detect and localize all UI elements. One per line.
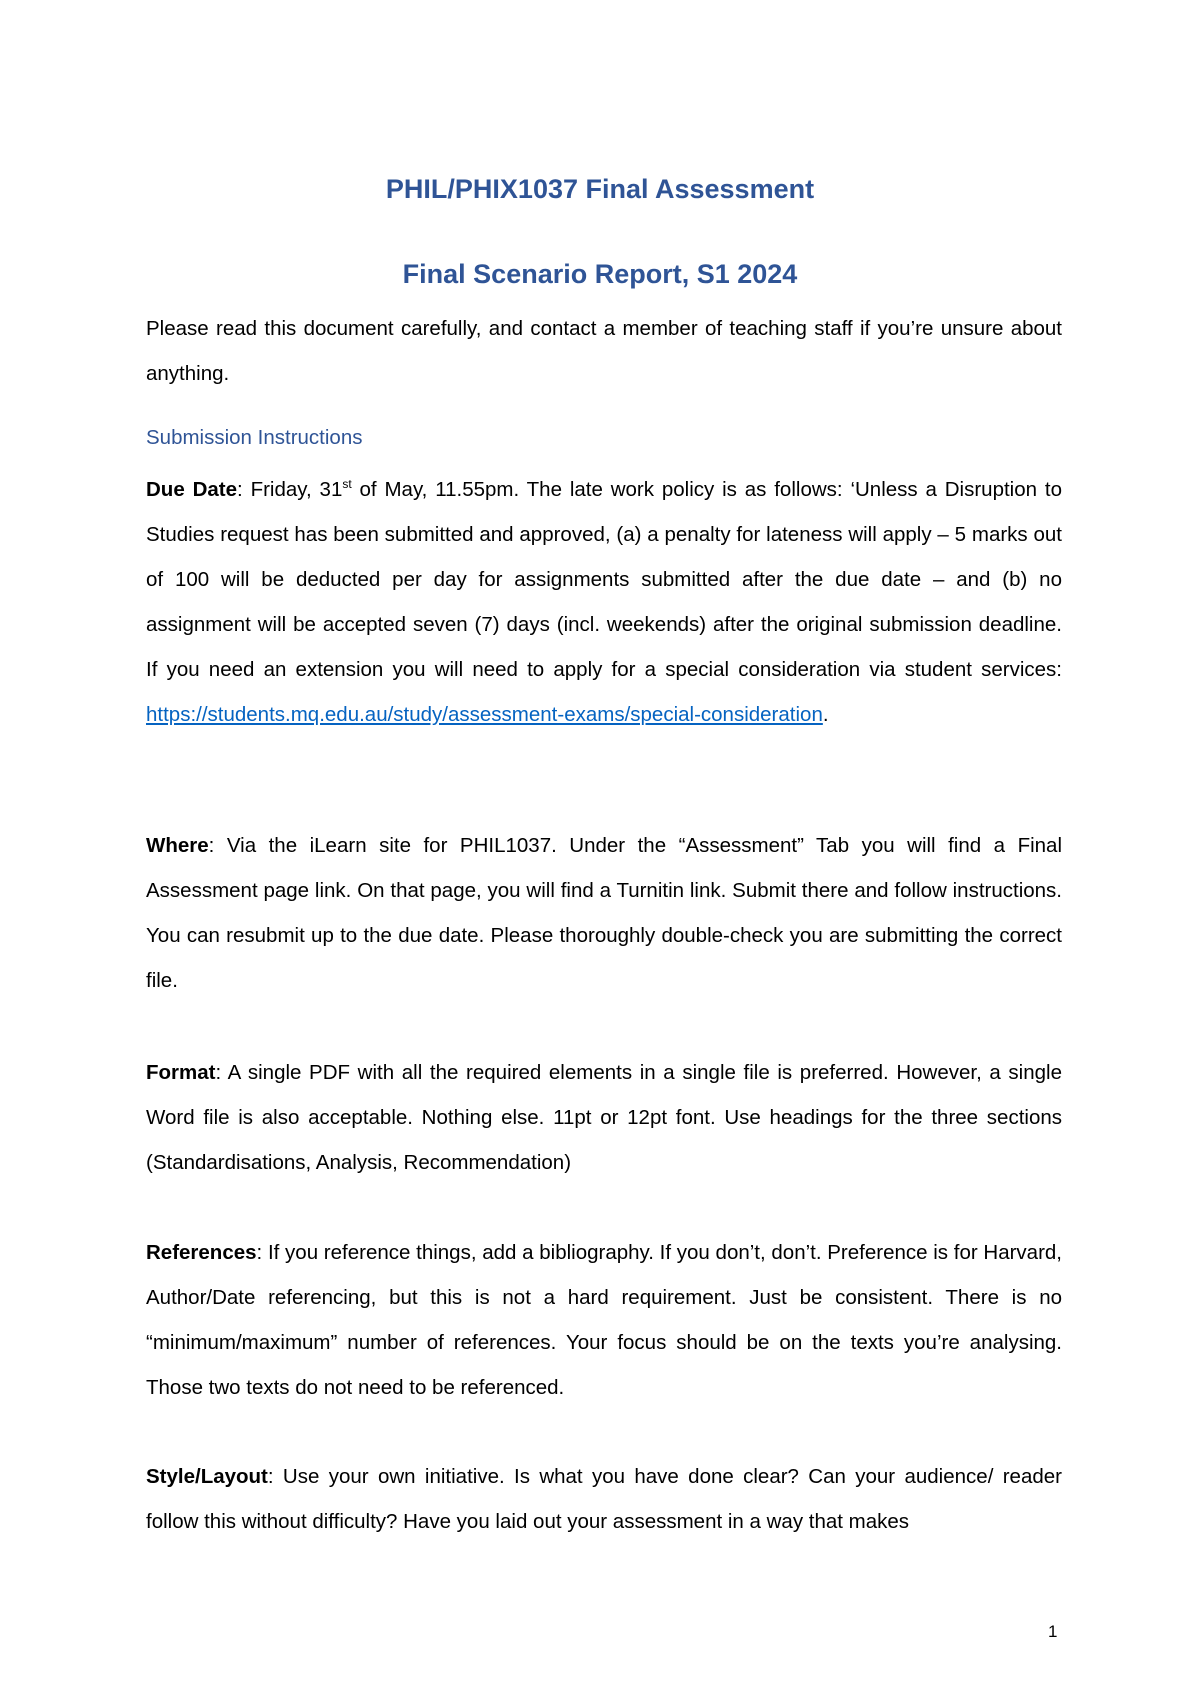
where-label: Where — [146, 834, 209, 857]
style-layout-paragraph — [146, 1454, 1062, 1544]
format-label: Format — [146, 1061, 216, 1084]
page-number: 1 — [1048, 1622, 1058, 1641]
style-layout-label: Style/Layout — [146, 1465, 268, 1488]
intro-paragraph: Please read this document carefully, and contact a member of teaching staff if you’re unsure about anything. — [146, 317, 1062, 385]
where-text: : Via the iLearn site for PHIL1037. Under the “Assessment” Tab you will find a Final Assessment page link. On that page, you will find a Turnitin link. Submit there and follow instructions. You can resubmit up to the due date. Please thoroughly double-check you are submitting the correct file. — [146, 834, 1062, 992]
late-work-policy-text: of May, 11.55pm. The late work policy is as follows: ‘Unless a Disruption to Studies request has been submitted and approved, (a) a penalty for lateness will apply – 5 marks out of 100 will be deducted per day for assignments submitted after the due date – and (b) no assignment will be accepted seven (7) days (incl. weekends) after the original submission deadline. If you need an extension you will need to apply for a special consideration via student services: — [146, 478, 1062, 681]
due-date-ordinal: st — [342, 477, 352, 491]
style-layout-text: : Use your own initiative. Is what you have done clear? Can your audience/ reader follow this without difficulty? Have you laid out your assessment in a way that makes — [146, 1465, 1062, 1533]
due-date-end: . — [822, 703, 829, 726]
references-text: : If you reference things, add a bibliography. If you don’t, don’t. Preference is for Harvard, Author/Date referencing, but this is not a hard requirement. Just be consistent. There is no “minimum/maximum” number of references. Your focus should be on the texts you’re analysing. Those two texts do not need to be referenced. — [146, 1241, 1062, 1399]
references-paragraph — [146, 1230, 1062, 1410]
due-date-paragraph: Due Date: Friday, 31st of May, 11.55pm. The late work policy is as follows: ‘Unless a Disruption to Studies request has been submitted and approved, (a) a penalty for lateness will apply – 5 marks out of 100 will be deducted per day for assignments submitted after the due date – and (b) no assignment will be accepted seven (7) days (incl. weekends) after the original submission deadline. If you need an extension you will need to apply for a special consideration via student services: https://students.mq.edu.au/study/assessment-exams/special-consideration. — [146, 477, 1062, 726]
submission-instructions-heading: Submission Instructions — [146, 426, 363, 449]
special-consideration-link[interactable]: https://students.mq.edu.au/study/assessment-exams/special-consideration — [146, 703, 823, 726]
document-title: PHIL/PHIX1037 Final Assessment — [385, 174, 815, 204]
due-date-label: Due Date — [146, 478, 238, 501]
format-text: : A single PDF with all the required elements in a single file is preferred. However, a single Word file is also acceptable. Nothing else. 11pt or 12pt font. Use headings for the three sections (Standardisations, Analysis, Recommendation) — [146, 1061, 1062, 1174]
where-paragraph — [146, 823, 1062, 1003]
references-label: References — [146, 1241, 257, 1264]
document-subtitle: Final Scenario Report, S1 2024 — [402, 259, 798, 289]
due-date-day: Friday, 31 — [250, 478, 343, 501]
format-paragraph — [146, 1050, 1062, 1185]
